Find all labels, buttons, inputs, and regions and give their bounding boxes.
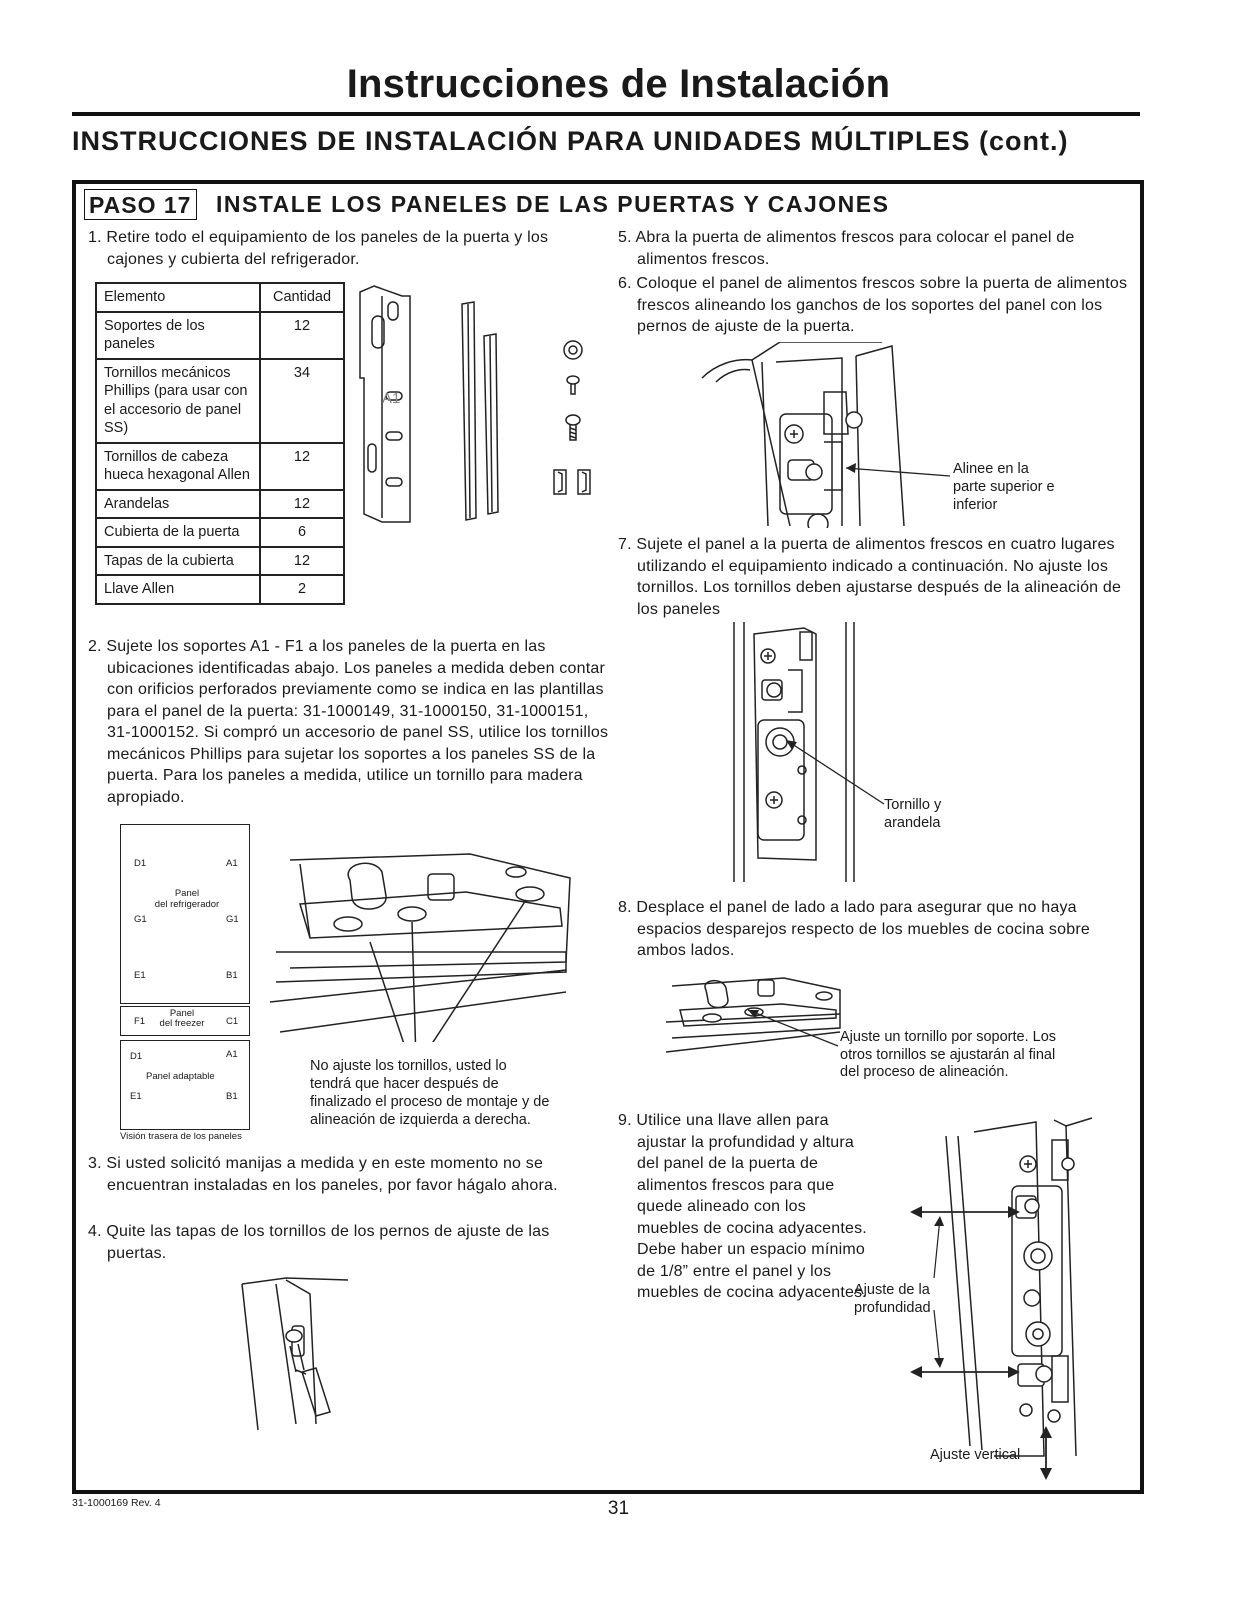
table-cell: 12 [260, 443, 344, 490]
step-9-text: 9. Utilice una llave allen para ajustar la profundidad y altura del panel de la puerta de alimentos frescos para que quede alineado con los muebles de cocina adyacentes. Debe haber un espacio mínimo de 1/8” entre el panel y los muebles de cocina adyacentes. [618, 1112, 867, 1301]
table-cell: Cubierta de la puerta [96, 518, 260, 547]
label-g1-right: G1 [226, 914, 239, 925]
page-number: 31 [607, 1498, 630, 1519]
section-subtitle: INSTRUCCIONES DE INSTALACIÓN PARA UNIDADES MÚLTIPLES (cont.) [72, 126, 1069, 156]
label-a1: A1 [226, 858, 238, 869]
label-d1: D1 [134, 858, 147, 869]
label-e1: E1 [134, 970, 146, 981]
doc-code: 31-1000169 Rev. 4 [72, 1497, 161, 1509]
washer-icon [564, 341, 582, 359]
table-cell: Tornillos mecánicos Phillips (para usar con el accesorio de panel SS) [96, 359, 260, 443]
table-row [96, 518, 344, 547]
screw-cap-illustration [236, 1274, 356, 1438]
table-row [96, 490, 344, 519]
step-label: PASO 17 [84, 189, 197, 220]
rear-view-caption: Visión trasera de los paneles [120, 1131, 242, 1142]
label-d1-b: D1 [130, 1051, 143, 1062]
fridge-panel-label [150, 888, 224, 910]
vertical-arrow [1036, 1424, 1056, 1482]
title-rule [72, 112, 1140, 116]
step-3-text: 3. Si usted solicitó manijas a medida y en este momento no se encuentran instaladas en los paneles, por favor hágalo ahora. [88, 1155, 558, 1194]
bracket-icon [360, 286, 410, 522]
table-cell: 34 [260, 359, 344, 443]
adjust-pointer [742, 1000, 842, 1060]
table-cell: 12 [260, 312, 344, 359]
screw-washer-label: Tornillo y arandela [884, 797, 942, 831]
label-g1-left: G1 [134, 914, 147, 925]
table-row [96, 359, 344, 443]
freezer-panel-label [150, 1009, 214, 1029]
table-row [96, 547, 344, 576]
label-c1: C1 [226, 1016, 239, 1027]
step-5-text: 5. Abra la puerta de alimentos frescos para colocar el panel de alimentos frescos. [618, 229, 1075, 268]
door-cover-icon [462, 302, 498, 520]
table-cell: 12 [260, 490, 344, 519]
table-row [96, 575, 344, 604]
depth-adjust-label: Ajuste de la profundidad [854, 1282, 931, 1316]
label-b1-b: B1 [226, 1091, 238, 1102]
cover-cap-icon [554, 470, 590, 494]
table-cell: Soportes de los paneles [96, 312, 260, 359]
table-cell: Tapas de la cubierta [96, 547, 260, 576]
page-title: Instrucciones de Instalación [346, 62, 891, 106]
label-a1-b: A1 [226, 1049, 238, 1060]
allen-screw-icon [566, 415, 580, 440]
label-e1-b: E1 [130, 1091, 142, 1102]
freezer-panel-label-1: Panel [169, 1008, 195, 1019]
table-header-cell: Elemento [96, 283, 260, 312]
table-cell: 2 [260, 575, 344, 604]
step-title: INSTALE LOS PANELES DE LAS PUERTAS Y CAJONES [216, 191, 890, 217]
align-hooks-illustration [696, 342, 956, 528]
table-cell: Llave Allen [96, 575, 260, 604]
label-b1: B1 [226, 970, 238, 981]
table-row [96, 312, 344, 359]
step-1-text: 1. Retire todo el equipamiento de los paneles de la puerta y los cajones y cubierta del refrigerador. [88, 229, 549, 268]
table-cell: 6 [260, 518, 344, 547]
table-cell: Tornillos de cabeza hueca hexagonal Allen [96, 443, 260, 490]
table-row [96, 443, 344, 490]
adjust-note: Ajuste un tornillo por soporte. Los otros tornillos se ajustarán al final del proceso de alineación. [840, 1029, 1057, 1080]
phillips-screw-icon [567, 376, 579, 394]
table-cell: 12 [260, 547, 344, 576]
label-f1: F1 [134, 1016, 146, 1027]
adaptable-panel-label: Panel adaptable [146, 1071, 215, 1082]
bracket-label: A1 [382, 390, 401, 407]
screw-washer-pointer [780, 730, 890, 810]
no-tighten-note: No ajuste los tornillos, usted lo tendrá que hacer después de finalizado el proceso de montaje y de alineación de izquierda a derecha. [310, 1058, 550, 1128]
freezer-panel-label-2: del freezer [159, 1018, 205, 1029]
step-7-text: 7. Sujete el panel a la puerta de alimentos frescos en cuatro lugares utilizando el equipamiento indicado a continuación. No ajuste los tornillos. Los tornillos deben ajustarse después de la alineación de los paneles [618, 536, 1122, 618]
step-6-text: 6. Coloque el panel de alimentos frescos sobre la puerta de alimentos frescos alineando los ganchos de los soportes del panel con los pernos de ajuste de la puerta. [618, 275, 1128, 335]
parts-table [95, 282, 345, 605]
table-header-row [96, 283, 344, 312]
fridge-panel-label-1: Panel [174, 888, 200, 899]
fridge-panel-label-2: del refrigerador [154, 899, 220, 910]
vertical-adjust-label: Ajuste vertical [930, 1447, 1021, 1463]
step-8-text: 8. Desplace el panel de lado a lado para asegurar que no haya espacios desparejos respecto de los muebles de cocina sobre ambos lados. [618, 899, 1090, 959]
table-header-cell: Cantidad [260, 283, 344, 312]
bracket-mount-illustration [270, 842, 600, 1042]
table-cell: Arandelas [96, 490, 260, 519]
parts-illustration [352, 282, 602, 532]
step-4-text: 4. Quite las tapas de los tornillos de los pernos de ajuste de las puertas. [88, 1223, 550, 1262]
align-pointer [840, 450, 960, 490]
align-note: Alinee en la parte superior e inferior [953, 461, 1055, 513]
step-2-text: 2. Sujete los soportes A1 - F1 a los paneles de la puerta en las ubicaciones identificadas abajo. Los paneles a medida deben contar con orificios perforados previamente como se indica en las plantillas para el panel de la puerta: 31-1000149, 31-1000150, 31-1000151, 31-1000152. Si compró un accesorio de panel SS, utilice los tornillos mecánicos Phillips para sujetar los soportes a los paneles SS de la puerta. Para los paneles a medida, utilice un tornillo para madera apropiado. [88, 638, 609, 806]
